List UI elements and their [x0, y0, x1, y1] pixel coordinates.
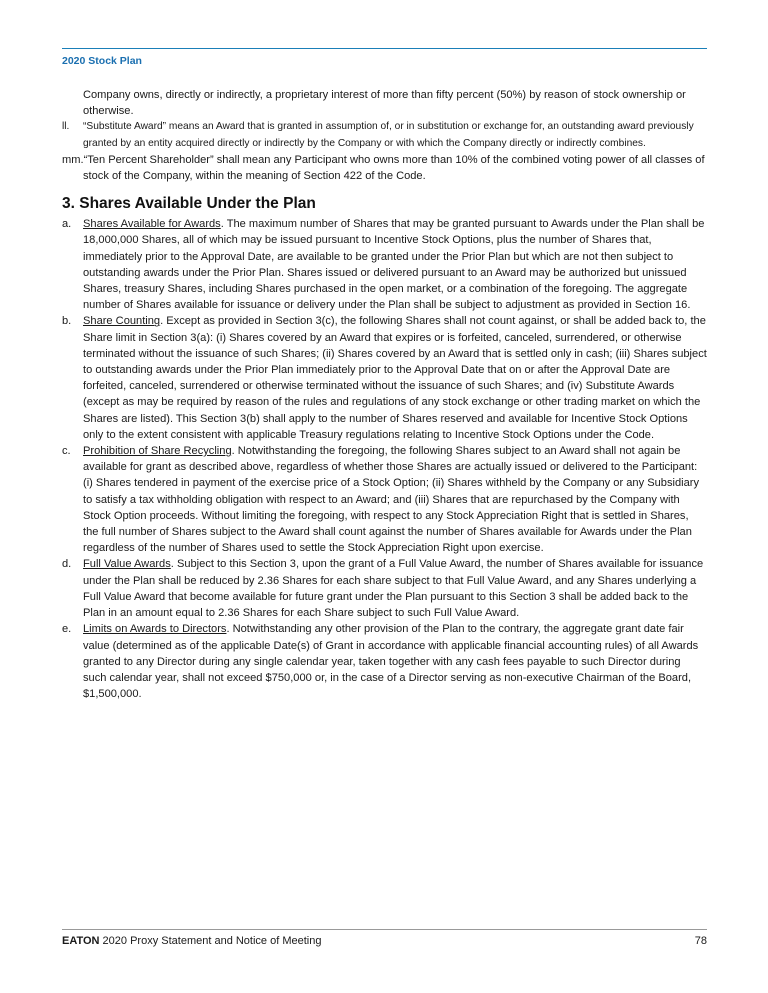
definition-text: mm.“Ten Percent Shareholder” shall mean any Participant who owns more than 10% of the combined voting power of all classes of stock of the Company, within the meaning of Section 422 of the Code.: [62, 153, 705, 183]
list-item: [62, 313, 707, 443]
running-header: 2020 Stock Plan: [62, 55, 142, 67]
list-item-text: . Subject to this Section 3, upon the grant of a Full Value Award, the number of Shares available for issuance under the Plan shall be reduced by 2.36 Shares for each share subject to that Full Value Award, and any Shares underlying a Full Value Award that become available for future grant under the Plan pursuant to this Section 3 shall be added back to the Plan in an amount equal to 2.36 Shares for each Share subject to such Full Value Award.: [83, 558, 704, 620]
list-item: [62, 216, 707, 313]
list-item-text: . Except as provided in Section 3(c), the following Shares shall not count against, or shall be added back to, the Share limit in Section 3(a): (i) Shares covered by an Award that expires or is forfeited, canceled, surrendered, or otherwise terminated without the issuance of such Shares; (ii) Shares covered by an Award that is settled only in cash; (iii) Shares subject to outstanding awards under the Prior Plan immediately prior to the Approval Date that on or after the Approval Date are forfeited, canceled, surrendered or otherwise terminated without the issuance of such Shares; and (iv) Substitute Awards (except as may be required by reason of the rules and regulations of any stock exchange or other trading market on which the Shares are listed). This Section 3(b) shall apply to the number of Shares reserved and available for Incentive Stock Options only to the extent consistent with applicable Treasury regulations relating to Incentive Stock Options under the Code.: [83, 315, 707, 441]
definition-text: “Substitute Award” means an Award that is granted in assumption of, or in substitution or exchange for, an outstanding award previously granted by an entity acquired directly or indirectly by the Company or with which the Company directly or indirectly combines.: [83, 121, 694, 149]
list-item-label: b.: [62, 315, 72, 328]
page-body: [62, 87, 707, 702]
page-number: 78: [694, 935, 707, 947]
list-item: [62, 443, 707, 556]
list-item: [62, 621, 707, 702]
list-item-label: a.: [62, 218, 72, 231]
list-item-text: . Notwithstanding any other provision of the Plan to the contrary, the aggregate grant date fair value (determined as of the applicable Date(s) of Grant in accordance with applicable financial accounting rules) of all Awards granted to any Director during any single calendar year, taken together with any cash fees payable to such Director during such calendar year, shall not exceed $750,000 or, in the case of a Director serving as non-executive Chairman of the Board, $1,500,000.: [83, 623, 699, 701]
page-footer: [62, 935, 707, 947]
footer-title: 2020 Proxy Statement and Notice of Meeting: [99, 935, 322, 947]
footer-brand: EATON: [62, 935, 100, 947]
list-item-heading: Prohibition of Share Recycling: [83, 445, 232, 458]
list-item: [62, 556, 707, 621]
header-rule: [62, 48, 707, 49]
definition-ll: [62, 119, 707, 151]
footer-rule: [62, 929, 707, 930]
definition-continuation: Company owns, directly or indirectly, a proprietary interest of more than fifty percent (50%) by reason of stock ownership or otherwise.: [83, 89, 686, 118]
definition-label: ll.: [62, 121, 70, 133]
list-item-heading: Limits on Awards to Directors: [83, 623, 227, 636]
list-item-text: . The maximum number of Shares that may be granted pursuant to Awards under the Plan shall be 18,000,000 Shares, all of which may be issued pursuant to Incentive Stock Options, plus the number of Shares that, immediately prior to the Approval Date, are available to be granted under the Prior Plan but which are not then subject to outstanding awards under the Prior Plan. Shares issued or delivered pursuant to an Award may be authorized but unissued Shares, treasury Shares, including Shares purchased in the open market, or a combination of the foregoing. The aggregate number of Shares available for issuance or delivery under the Plan shall be subject to adjustment as provided in Section 16.: [83, 218, 705, 312]
list-item-text: . Notwithstanding the foregoing, the following Shares subject to an Award shall not again be available for grant as described above, regardless of whether those Shares are actually issued or delivered to the Participant: (i) Shares tendered in payment of the exercise price of a Stock Option; (ii) Shares withheld by the Company or any Subsidiary to satisfy a tax withholding obligation with respect to an Award; and (iii) Shares that are repurchased by the Company with Stock Option proceeds. Without limiting the foregoing, with respect to any Stock Appreciation Right that is settled in Shares, the full number of Shares subject to the Award shall count against the number of Shares available for Awards under the Plan regardless of the number of Shares used to settle the Stock Appreciation Right upon exercise.: [83, 445, 700, 555]
list-item-label: c.: [62, 445, 71, 458]
list-item-heading: Share Counting: [83, 315, 161, 328]
list-item-heading: Full Value Awards: [83, 558, 171, 571]
definition-mm: [62, 152, 707, 184]
section-heading: 3. Shares Available Under the Plan: [62, 195, 316, 213]
list-item-heading: Shares Available for Awards: [83, 218, 221, 231]
list-item-label: d.: [62, 558, 72, 571]
list-item-label: e.: [62, 623, 72, 636]
